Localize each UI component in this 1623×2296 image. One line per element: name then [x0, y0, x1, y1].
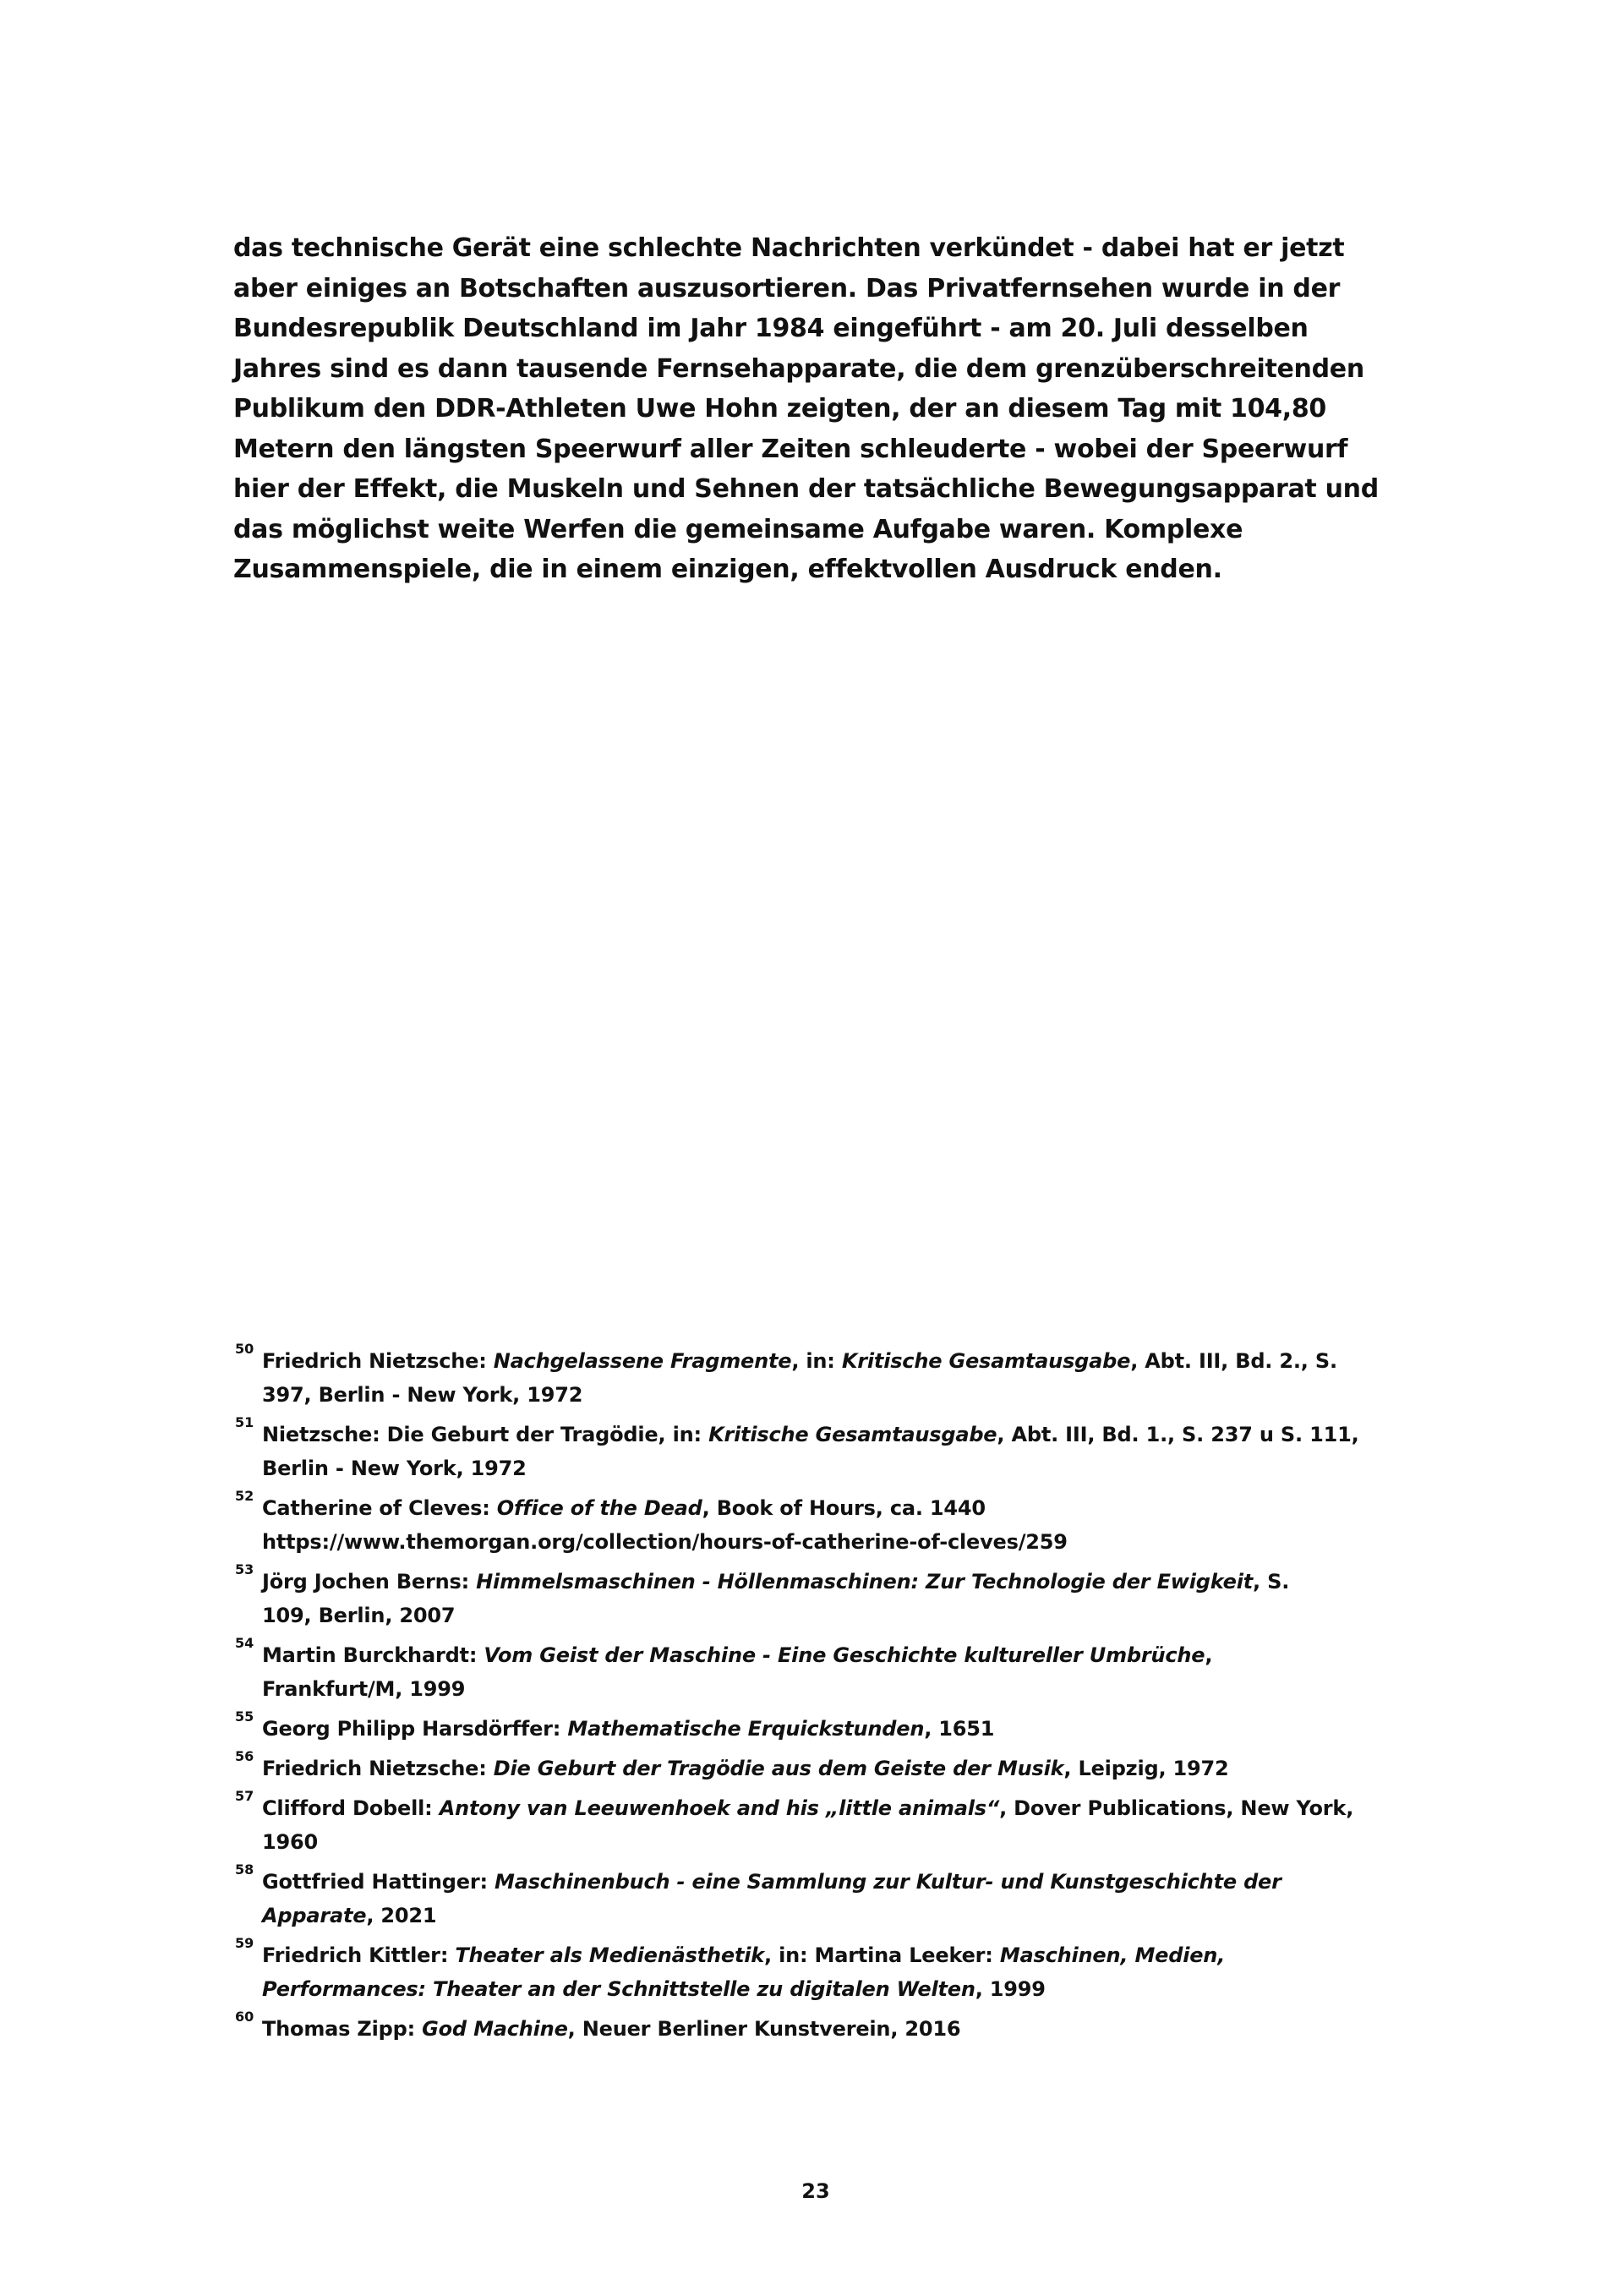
footnote	[235, 1341, 1418, 1412]
footnote-text: Nietzsche: Die Geburt der Tragödie, in:	[262, 1423, 709, 1446]
footnote-text: Thomas Zipp:	[262, 2017, 423, 2041]
footnote-text: 1960	[262, 1830, 318, 1854]
body-paragraph	[233, 228, 1417, 590]
footnote-number: 54	[235, 1635, 254, 1651]
footnote-text: ,	[1205, 1643, 1213, 1667]
footnote-text: Berlin - New York, 1972	[262, 1457, 527, 1480]
footnote-title: Nachgelassene Fragmente	[493, 1349, 792, 1373]
footnote-number: 55	[235, 1708, 254, 1725]
footnote-text: https://www.themorgan.org/collection/hours-of-catherine-of-cleves/259	[262, 1530, 1068, 1554]
footnote-text: 397, Berlin - New York, 1972	[262, 1383, 583, 1407]
footnote	[235, 1561, 1418, 1632]
footnote-text: , 2021	[366, 1904, 437, 1927]
footnote-line	[262, 1938, 1418, 1972]
footnote-title: Theater als Medienästhetik	[455, 1943, 765, 1967]
footnote	[235, 1861, 1418, 1932]
footnote-line	[262, 1972, 1418, 2006]
footnote-line	[262, 1899, 1418, 1932]
body-line: Publikum den DDR-Athleten Uwe Hohn zeigten, der an diesem Tag mit 104,80	[233, 394, 1326, 424]
page-number: 23	[801, 2179, 830, 2203]
footnote-title: Antony van Leeuwenhoek and his „little animals“	[439, 1796, 1000, 1820]
footnote-number: 57	[235, 1788, 254, 1804]
body-line: das technische Gerät eine schlechte Nachrichten verkündet - dabei hat er jetzt	[233, 233, 1345, 263]
body-line: hier der Effekt, die Muskeln und Sehnen der tatsächliche Bewegungsapparat und	[233, 474, 1379, 504]
footnote	[235, 1635, 1418, 1706]
footnote-text: , 1651	[924, 1717, 995, 1741]
footnote-title: Die Geburt der Tragödie aus dem Geiste der Musik	[493, 1757, 1064, 1780]
body-line: aber einiges an Botschaften auszusortieren. Das Privatfernsehen wurde in der	[233, 273, 1341, 303]
footnote-line	[262, 1565, 1418, 1599]
footnote-line	[262, 1712, 1418, 1746]
footnote-text: , Abt. III, Bd. 1., S. 237 u S. 111,	[997, 1423, 1359, 1446]
body-line: Metern den längsten Speerwurf aller Zeiten schleuderte - wobei der Speerwurf	[233, 434, 1348, 464]
footnote-title: Performances: Theater an der Schnittstelle zu digitalen Welten	[262, 1977, 975, 2001]
footnote-line	[262, 1865, 1418, 1899]
footnote-text: , 1999	[975, 1977, 1046, 2001]
body-line: das möglichst weite Werfen die gemeinsame Aufgabe waren. Komplexe	[233, 514, 1243, 544]
footnote-text: Friedrich Kittler:	[262, 1943, 456, 1967]
footnote-text: Catherine of Cleves:	[262, 1496, 497, 1520]
footnote-title: Maschinen, Medien,	[999, 1943, 1226, 1967]
footnote-text: Friedrich Nietzsche:	[262, 1349, 494, 1373]
footnote-line	[262, 1418, 1418, 1451]
footnote-text: Gottfried Hattinger:	[262, 1870, 495, 1894]
footnote-number: 60	[235, 2009, 254, 2025]
footnote	[235, 1748, 1418, 1785]
footnote-line	[262, 1344, 1418, 1378]
footnote	[235, 1488, 1418, 1559]
footnote-number: 51	[235, 1414, 254, 1430]
footnote-line	[262, 1825, 1418, 1859]
body-line: Bundesrepublik Deutschland im Jahr 1984 eingeführt - am 20. Juli desselben	[233, 314, 1309, 343]
footnote-number: 59	[235, 1935, 254, 1951]
footnote-line	[262, 1451, 1418, 1485]
footnote-title: Office of the Dead	[496, 1496, 702, 1520]
footnote	[235, 1708, 1418, 1746]
footnote-line	[262, 1791, 1418, 1825]
footnote-text: , Abt. III, Bd. 2., S.	[1130, 1349, 1337, 1373]
body-line: Jahres sind es dann tausende Fernsehapparate, die dem grenzüberschreitenden	[233, 353, 1364, 384]
footnote-text: Jörg Jochen Berns:	[262, 1570, 477, 1594]
footnote-line	[262, 1491, 1418, 1525]
footnote-title: Maschinenbuch - eine Sammlung zur Kultur- und Kunstgeschichte der	[495, 1870, 1281, 1894]
footnote	[235, 1788, 1418, 1859]
footnote-text: , Neuer Berliner Kunstverein, 2016	[567, 2017, 961, 2041]
footnote-number: 50	[235, 1341, 254, 1357]
footnote	[235, 1935, 1418, 2006]
footnote-text: , Dover Publications, New York,	[999, 1796, 1354, 1820]
footnote-text: , Book of Hours, ca. 1440	[702, 1496, 986, 1520]
footnote-number: 52	[235, 1488, 254, 1504]
footnote-title: Kritische Gesamtausgabe	[841, 1349, 1131, 1373]
footnote	[235, 2009, 1418, 2046]
footnote-line	[262, 1599, 1418, 1632]
footnote-line	[262, 1525, 1418, 1559]
footnote-line	[262, 1672, 1418, 1706]
footnote-number: 56	[235, 1748, 254, 1764]
footnote-line	[262, 2012, 1418, 2046]
footnote-title: Himmelsmaschinen - Höllenmaschinen: Zur Technologie der Ewigkeit	[476, 1570, 1254, 1594]
footnote-text: , Leipzig, 1972	[1063, 1757, 1229, 1780]
footnote-text: Clifford Dobell:	[262, 1796, 440, 1820]
footnote-text: Martin Burckhardt:	[262, 1643, 484, 1667]
footnote-number: 53	[235, 1561, 254, 1577]
footnote-title: God Machine	[422, 2017, 568, 2041]
footnote-number: 58	[235, 1861, 254, 1878]
footnote-line	[262, 1378, 1418, 1412]
footnote-line	[262, 1752, 1418, 1785]
body-line: Zusammenspiele, die in einem einzigen, effektvollen Ausdruck enden.	[233, 555, 1222, 584]
footnote-text: Georg Philipp Harsdörffer:	[262, 1717, 568, 1741]
footnote-text: , S.	[1253, 1570, 1290, 1594]
footnote	[235, 1414, 1418, 1485]
footnote-title: Mathematische Erquickstunden	[567, 1717, 925, 1741]
footnotes	[235, 1341, 1418, 2052]
footnote-title: Kritische Gesamtausgabe	[708, 1423, 997, 1446]
footnote-text: , in:	[791, 1349, 842, 1373]
footnote-title: Vom Geist der Maschine - Eine Geschichte kultureller Umbrüche	[484, 1643, 1205, 1667]
footnote-text: 109, Berlin, 2007	[262, 1604, 456, 1627]
footnote-text: Friedrich Nietzsche:	[262, 1757, 494, 1780]
footnote-line	[262, 1638, 1418, 1672]
footnote-text: Frankfurt/M, 1999	[262, 1677, 466, 1701]
footnote-title: Apparate	[262, 1904, 367, 1927]
footnote-text: , in: Martina Leeker:	[764, 1943, 1000, 1967]
